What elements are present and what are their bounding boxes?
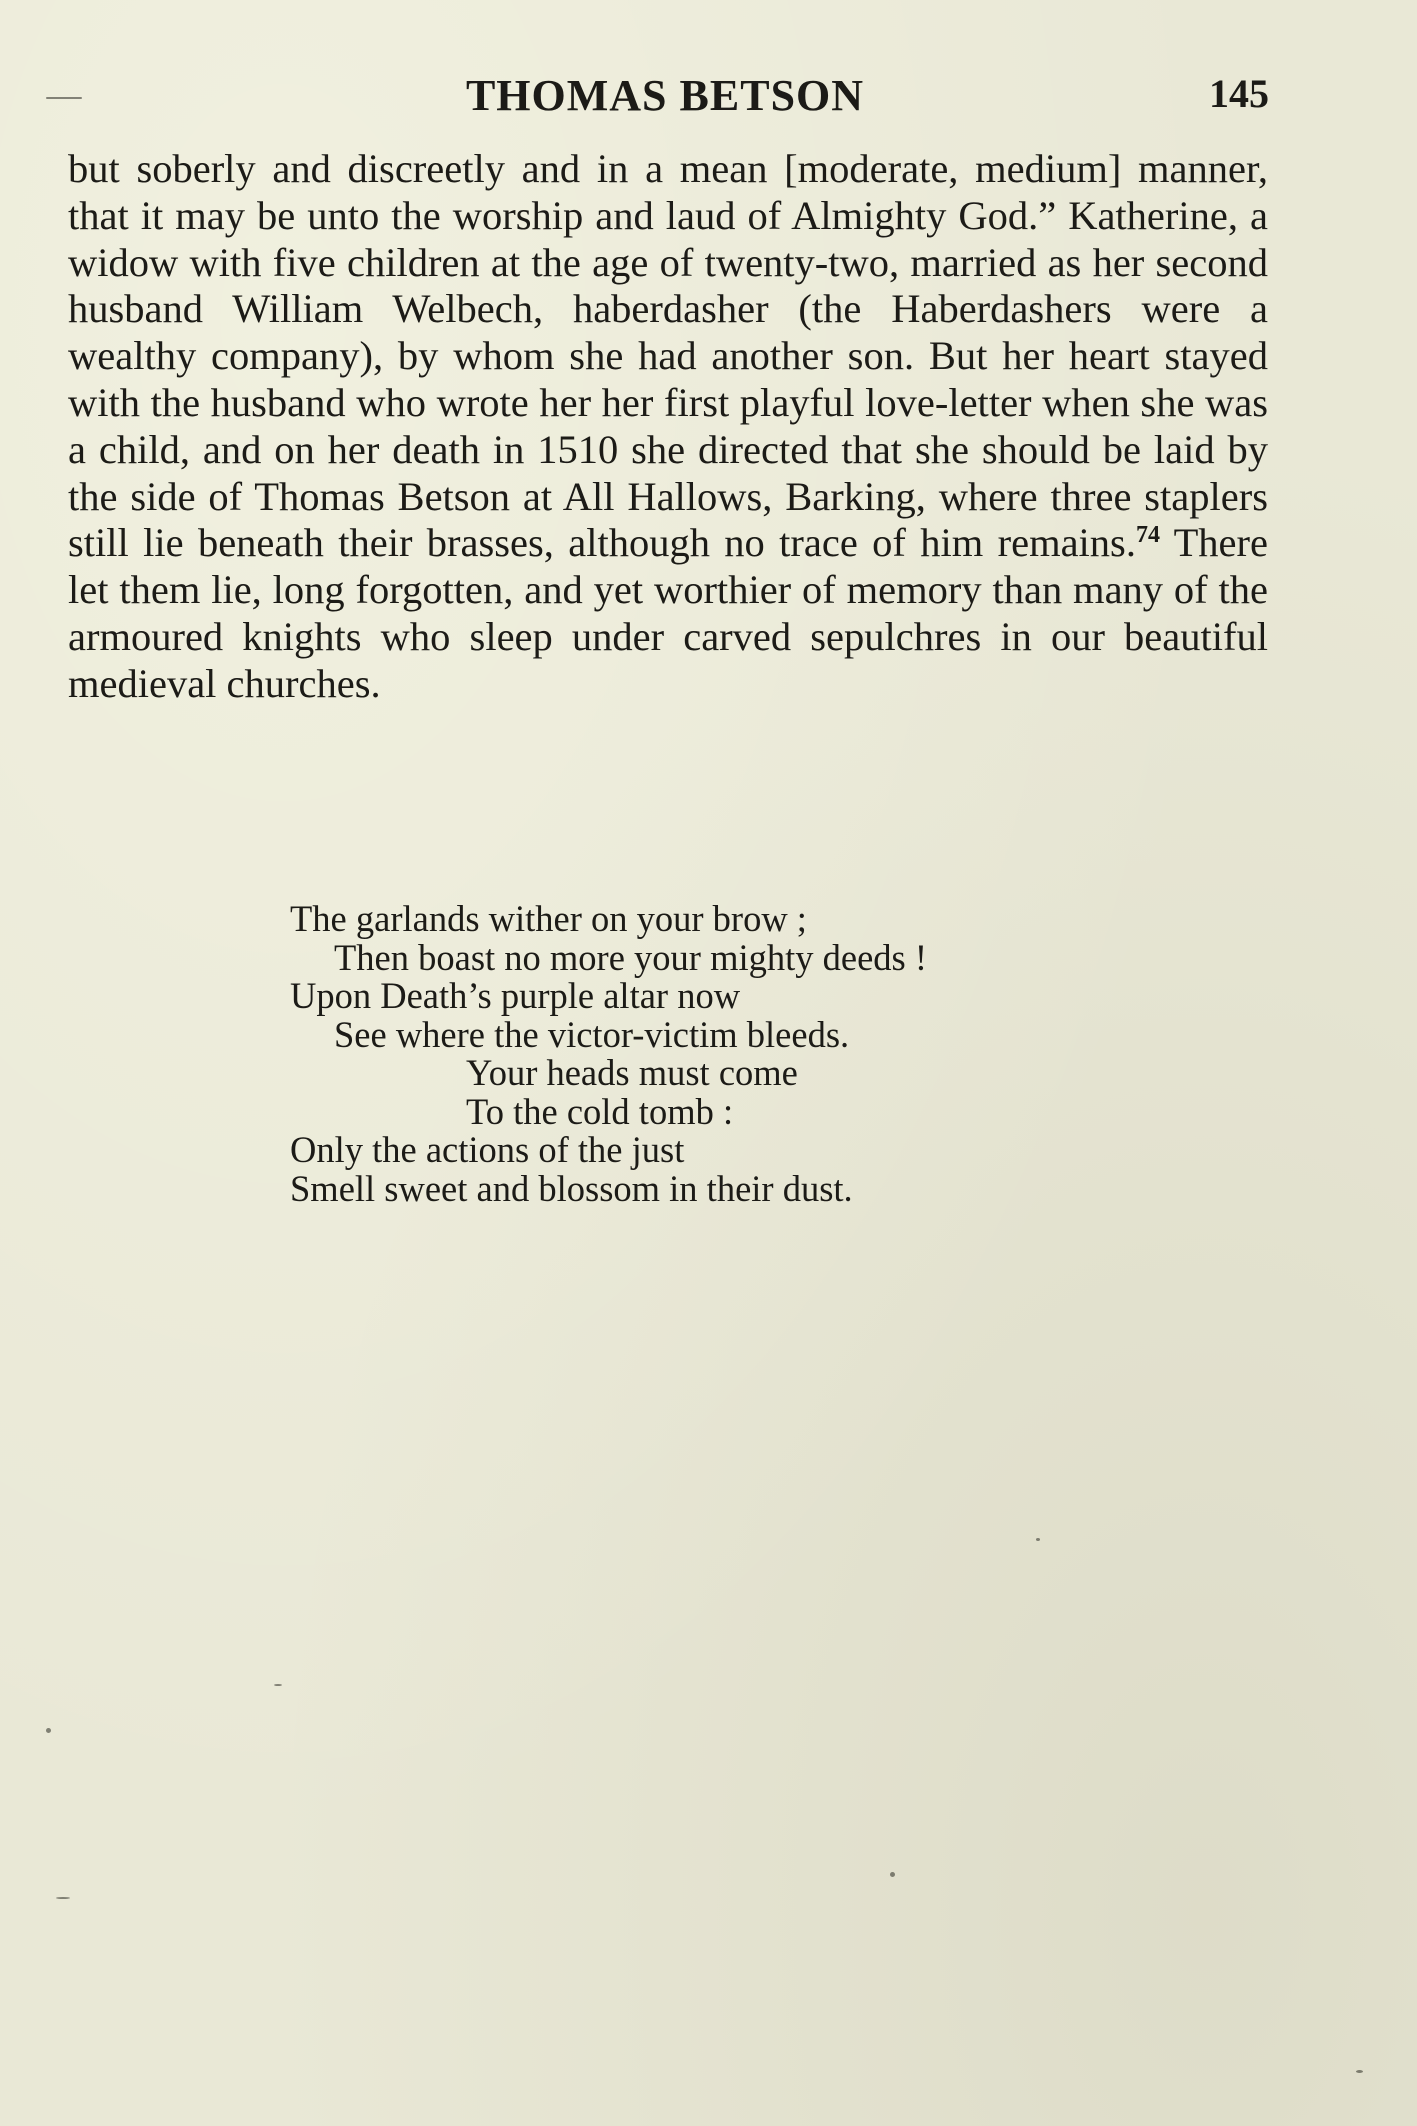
poem-line: Then boast no more your mighty deeds !	[334, 936, 928, 978]
paper-speck	[890, 1872, 895, 1877]
paper-speck	[46, 1728, 51, 1733]
paragraph-text-continued: There let them lie, long forgotten, and yet worthier of memory than many of the armoured knights who sleep under carved sepulchres in our beautiful medieval churches.	[68, 520, 1268, 706]
paper-speck	[274, 1684, 282, 1686]
poem-line: The garlands wither on your brow ;	[290, 898, 807, 939]
page-number: 145	[1209, 71, 1269, 116]
poem-line: Upon Death’s purple altar now	[290, 975, 741, 1016]
poem-line: To the cold tomb :	[466, 1090, 734, 1132]
poem-line: Your heads must come	[466, 1052, 798, 1093]
paper-speck	[1036, 1538, 1040, 1541]
running-head	[0, 70, 1417, 126]
running-title: THOMAS BETSON	[465, 71, 865, 120]
body-paragraph	[68, 146, 1268, 708]
poem-line: Smell sweet and blossom in their dust.	[290, 1167, 853, 1209]
paper-speck	[1356, 2070, 1363, 2073]
paragraph-text: but soberly and discreetly and in a mean [moderate, medium] manner, that it may be unto the worship and laud of Almighty God.” Katherine, a widow with five children at the age of twenty-two, married as her second husband William Welbech, haberdasher (the Haberdashers were a wealthy company), by whom she had another son. But her heart stayed with the husband who wrote her her first playful love-letter when she was a child, and on her death in 1510 she directed that she should be laid by the side of Thomas Betson at All Hallows, Barking, where three staplers still lie beneath their brasses, although no trace of him remains.	[68, 146, 1268, 566]
paper-speck	[56, 1897, 70, 1899]
paper-speck	[46, 97, 82, 99]
footnote-reference: 74	[1135, 522, 1160, 549]
poem-line: See where the victor-victim bleeds.	[334, 1013, 850, 1055]
poem-line: Only the actions of the just	[290, 1129, 685, 1170]
poem	[290, 900, 1190, 1208]
